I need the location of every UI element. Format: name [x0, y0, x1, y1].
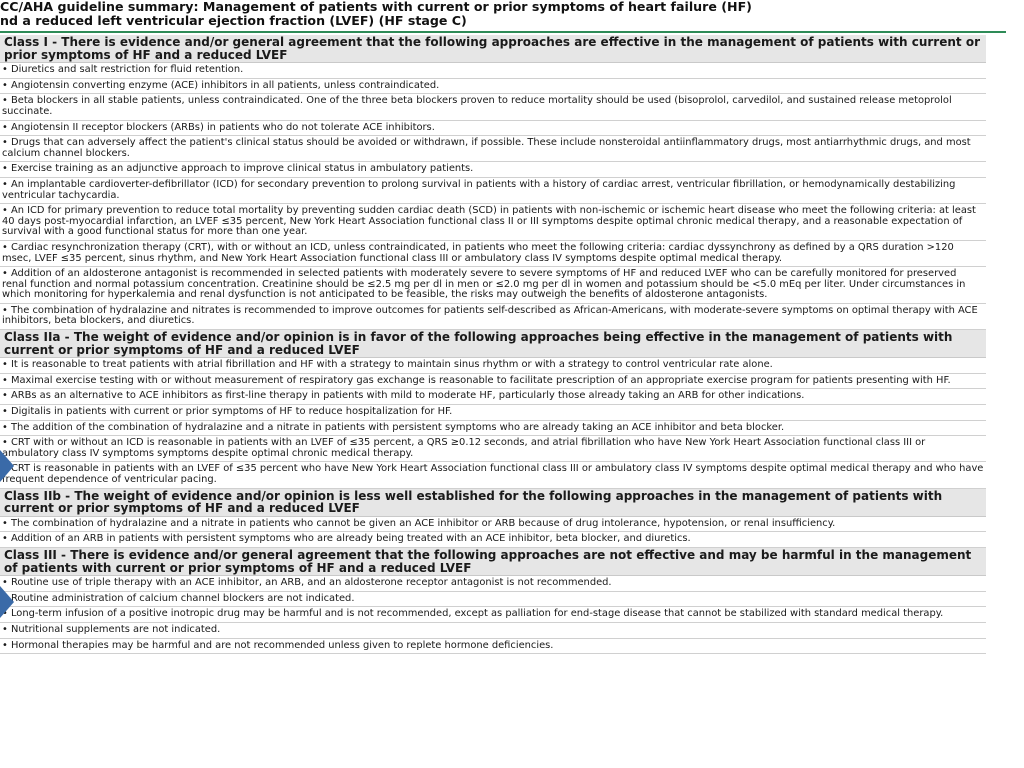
- list-item: • The combination of hydralazine and nitrates is recommended to improve outcomes for patients self-described as African-Americans, with moderate-severe symptoms on optimal therapy with ACE inhibitors, beta blockers, and diuretics.: [0, 304, 986, 330]
- title-divider: [0, 31, 1006, 33]
- list-item: • Digitalis in patients with current or prior symptoms of HF to reduce hospitalization for HF.: [0, 405, 986, 421]
- list-item: • Diuretics and salt restriction for fluid retention.: [0, 63, 986, 79]
- page-title: [0, 0, 1000, 28]
- list-item: • Long-term infusion of a positive inotropic drug may be harmful and is not recommended, except as palliation for end-stage disease that cannot be stabilized with standard medical therapy.: [0, 607, 986, 623]
- chevron-right-icon: [0, 586, 14, 618]
- list-item: • Routine use of triple therapy with an ACE inhibitor, an ARB, and an aldosterone receptor antagonist is not recommended.: [0, 576, 986, 592]
- list-item: • An implantable cardioverter-defibrillator (ICD) for secondary prevention to prolong survival in patients with a history of cardiac arrest, ventricular fibrillation, or hemodynamically destabilizing ventricular tachycardia.: [0, 178, 986, 204]
- list-item: • Hormonal therapies may be harmful and are not recommended unless given to replete hormone deficiencies.: [0, 639, 986, 655]
- list-item: • Cardiac resynchronization therapy (CRT), with or without an ICD, unless contraindicated, in patients who meet the following criteria: cardiac dyssynchrony as defined by a QRS duration >120 msec, LVEF ≤35 percent, sinus rhythm, and New York Heart Association functional class III or ambulatory class IV symptoms despite optimal medical therapy.: [0, 241, 986, 267]
- section-header: Class I - There is evidence and/or general agreement that the following approaches are effective in the management of patients with current or prior symptoms of HF and a reduced LVEF: [0, 35, 986, 63]
- list-item: • Drugs that can adversely affect the patient's clinical status should be avoided or withdrawn, if possible. These include nonsteroidal antiinflammatory drugs, most antiarrhythmic drugs, and most calcium channel blockers.: [0, 136, 986, 162]
- list-item: • An ICD for primary prevention to reduce total mortality by preventing sudden cardiac death (SCD) in patients with non-ischemic or ischemic heart disease who meet the following criteria: at least 40 days post-myocardial infarction, an LVEF ≤35 percent, New York Heart Association functional class II or III symptoms despite optimal chronic medical therapy, and a reasonable expectation of survival with a good functional status for more than one year.: [0, 204, 986, 241]
- list-item: • Routine administration of calcium channel blockers are not indicated.: [0, 592, 986, 608]
- list-item: • Addition of an ARB in patients with persistent symptoms who are already being treated with an ACE inhibitor, beta blocker, and diuretics.: [0, 532, 986, 548]
- list-item: • The combination of hydralazine and a nitrate in patients who cannot be given an ACE inhibitor or ARB because of drug intolerance, hypotension, or renal insufficiency.: [0, 517, 986, 533]
- section-header: Class IIa - The weight of evidence and/or opinion is in favor of the following approaches being effective in the management of patients with current or prior symptoms of HF and a reduced LVEF: [0, 330, 986, 358]
- section-header: Class III - There is evidence and/or general agreement that the following approaches are not effective and may be harmful in the management of patients with current or prior symptoms of HF and a reduced LVEF: [0, 548, 986, 576]
- title-line-1: CC/AHA guideline summary: Management of patients with current or prior symptoms of heart failure (HF): [0, 0, 752, 14]
- section-class-iia: [0, 330, 986, 489]
- list-item: • Nutritional supplements are not indicated.: [0, 623, 986, 639]
- list-item: • Beta blockers in all stable patients, unless contraindicated. One of the three beta blockers proven to reduce mortality should be used (bisoprolol, carvedilol, and sustained release metoprolol succinate.: [0, 94, 986, 120]
- list-item: • Angiotensin converting enzyme (ACE) inhibitors in all patients, unless contraindicated.: [0, 79, 986, 95]
- section-class-i: [0, 35, 986, 330]
- list-item: • Addition of an aldosterone antagonist is recommended in selected patients with moderately severe to severe symptoms of HF and reduced LVEF who can be carefully monitored for preserved renal function and normal potassium concentration. Creatinine should be ≤2.5 mg per dl in men or ≤2.0 mg per dl in women and potassium should be <5.0 mEq per liter. Under circumstances in which monitoring for hyperkalemia and renal dysfunction is not anticipated to be feasible, the risks may outweigh the benefits of aldosterone antagonists.: [0, 267, 986, 304]
- section-class-iii: [0, 548, 986, 654]
- list-item: • ARBs as an alternative to ACE inhibitors as first-line therapy in patients with mild to moderate HF, particularly those already taking an ARB for other indications.: [0, 389, 986, 405]
- list-item: • Exercise training as an adjunctive approach to improve clinical status in ambulatory patients.: [0, 162, 986, 178]
- section-header: Class IIb - The weight of evidence and/or opinion is less well established for the following approaches in the management of patients with current or prior symptoms of HF and a reduced LVEF: [0, 489, 986, 517]
- section-class-iib: [0, 489, 986, 548]
- list-item: • CRT with or without an ICD is reasonable in patients with an LVEF of ≤35 percent, a QRS ≥0.12 seconds, and atrial fibrillation who have New York Heart Association functional class III or ambulatory class IV symptoms symptoms despite optimal chronic medical therapy.: [0, 436, 986, 462]
- guideline-table: [0, 35, 986, 654]
- list-item: • The addition of the combination of hydralazine and a nitrate in patients with persistent symptoms who are already taking an ACE inhibitor and beta blocker.: [0, 421, 986, 437]
- title-line-2: nd a reduced left ventricular ejection fraction (LVEF) (HF stage C): [0, 13, 467, 28]
- list-item: • Maximal exercise testing with or without measurement of respiratory gas exchange is reasonable to facilitate prescription of an appropriate exercise program for patients presenting with HF.: [0, 374, 986, 390]
- list-item: • Angiotensin II receptor blockers (ARBs) in patients who do not tolerate ACE inhibitors.: [0, 121, 986, 137]
- list-item: • CRT is reasonable in patients with an LVEF of ≤35 percent who have New York Heart Association functional class III or ambulatory class IV symptoms despite optimal medical therapy and who have frequent dependence of ventricular pacing.: [0, 462, 986, 488]
- list-item: • It is reasonable to treat patients with atrial fibrillation and HF with a strategy to maintain sinus rhythm or with a strategy to control ventricular rate alone.: [0, 358, 986, 374]
- chevron-right-icon: [0, 450, 14, 482]
